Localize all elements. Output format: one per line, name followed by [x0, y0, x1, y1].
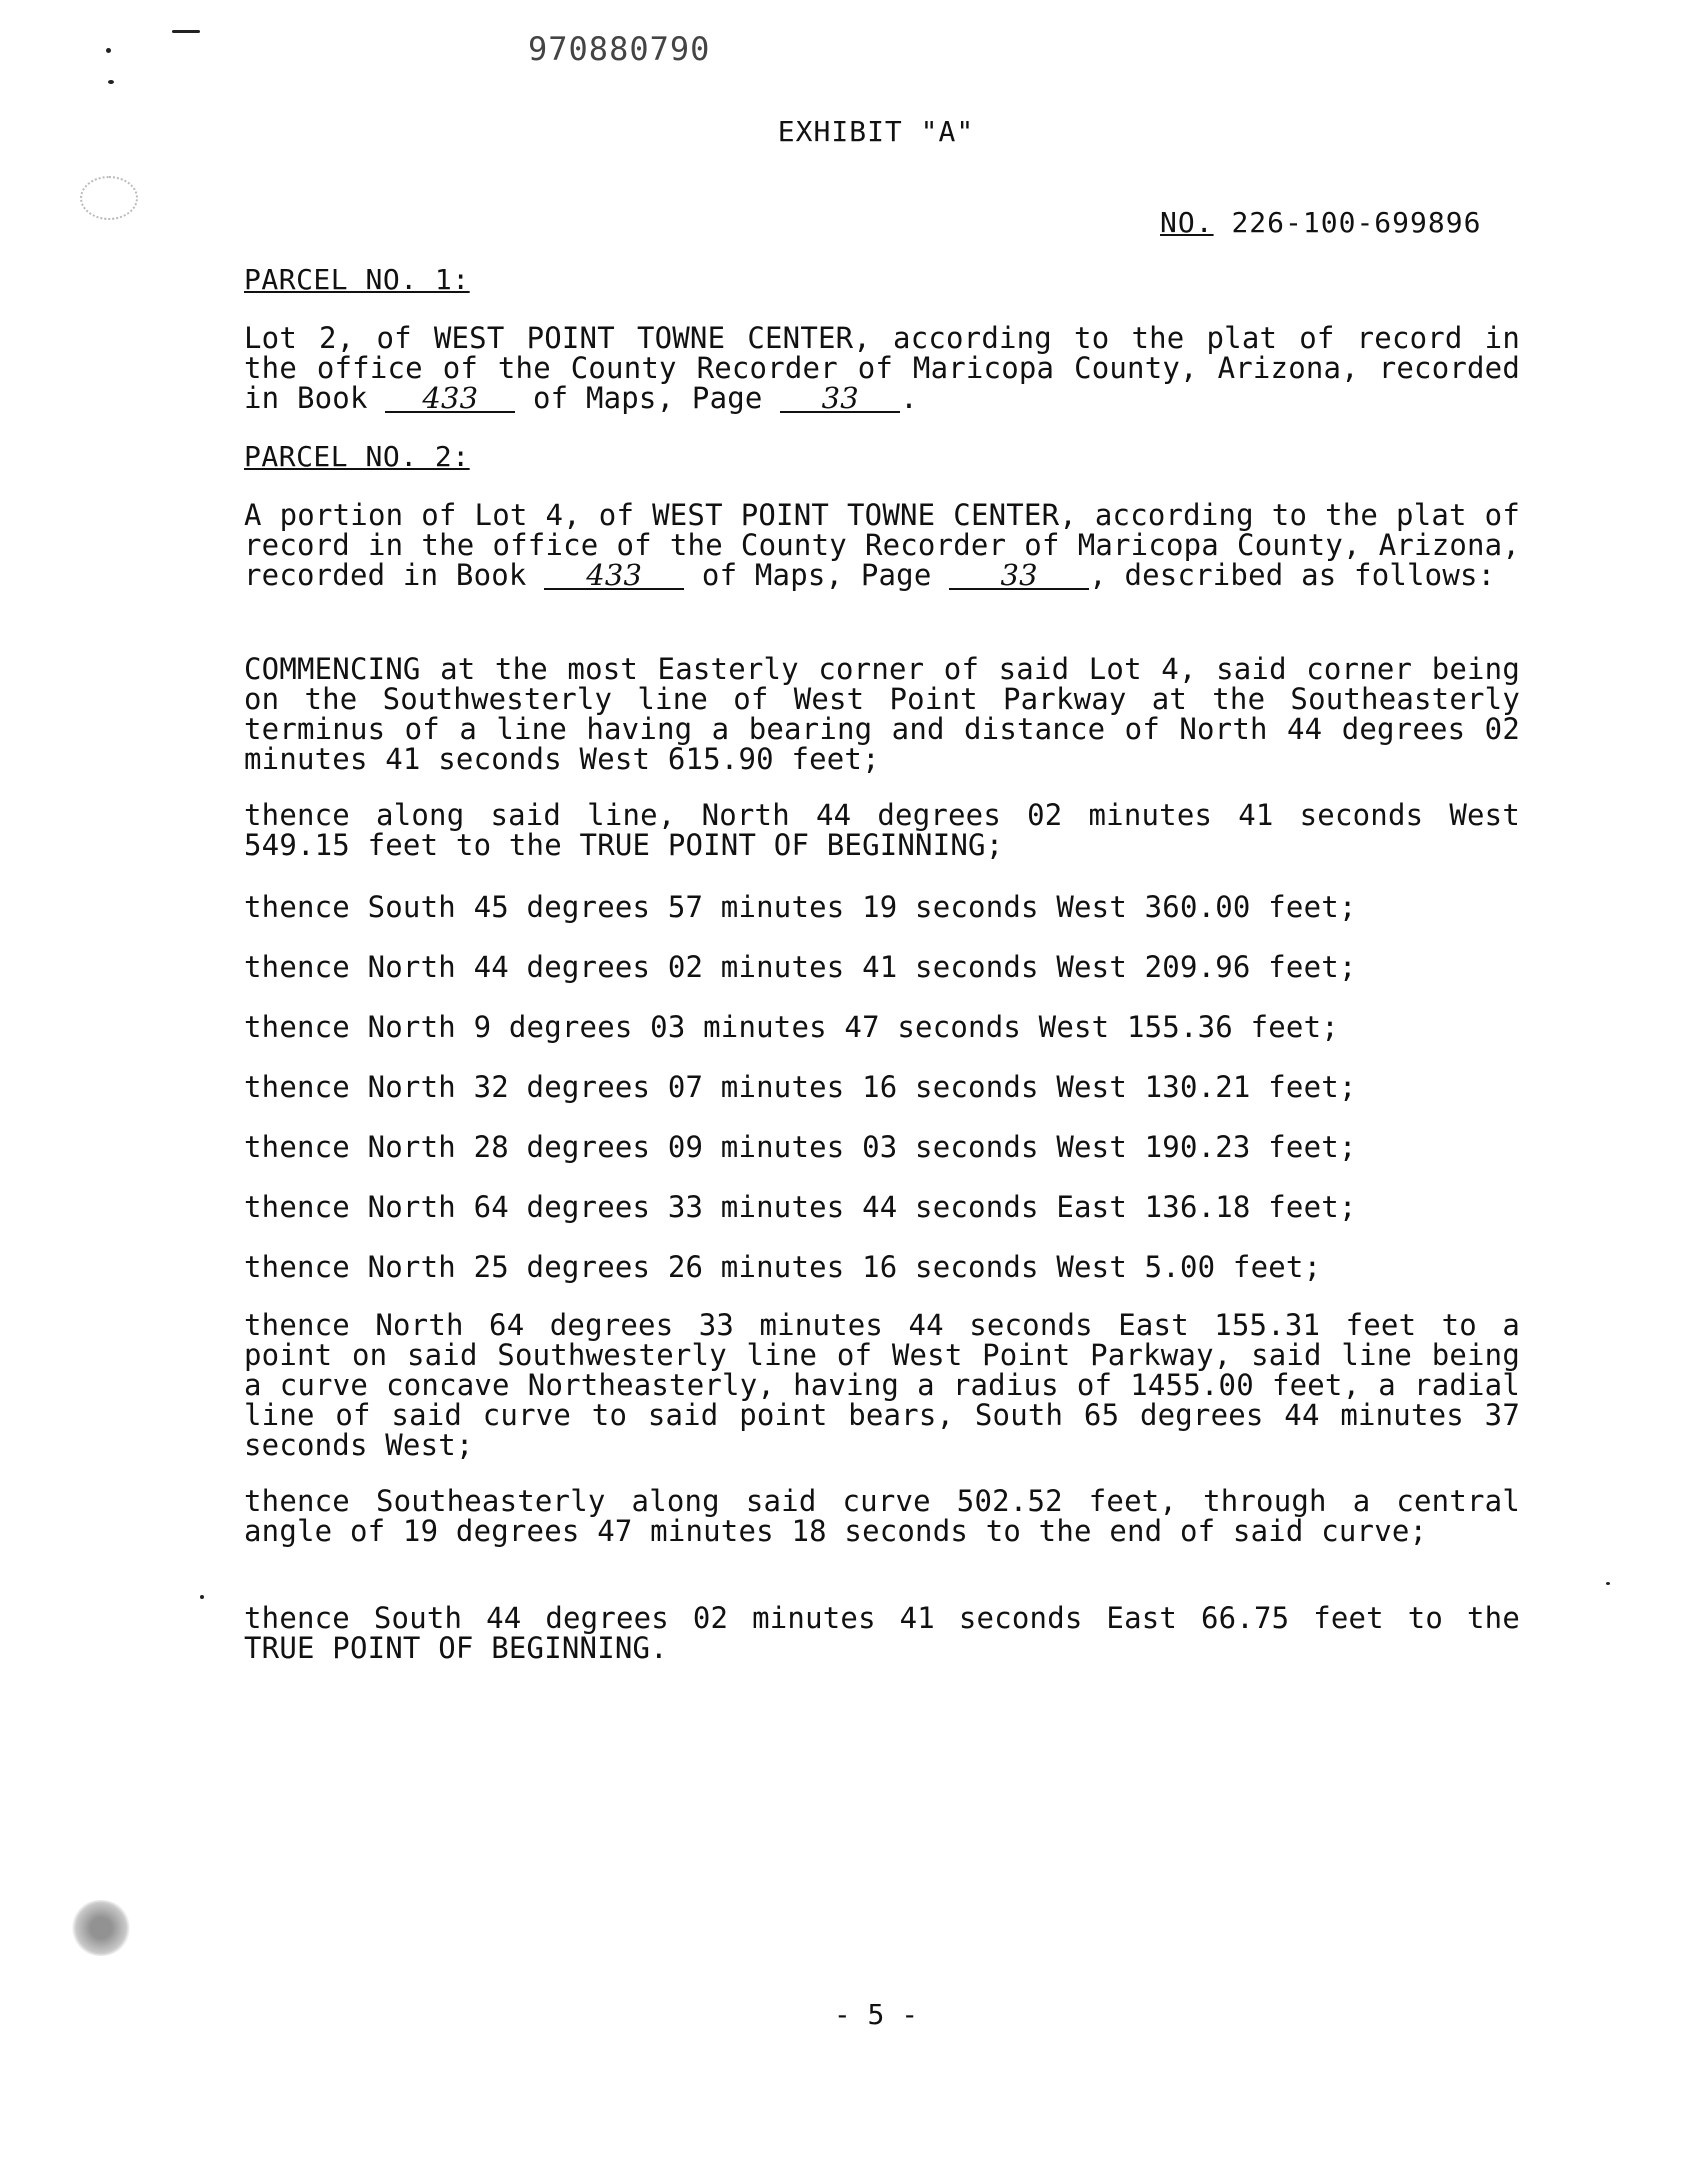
parcel-2-book: 433 [544, 562, 684, 590]
legal-call: thence North 64 degrees 33 minutes 44 seconds East 155.31 feet to a point on said Southwesterly line of West Point Parkway, said line being a curve concave Northeasterly, having a radius of 1455.00 feet, a radial line of said curve to said point bears, South 65 degrees 44 minutes 37 seconds West; [244, 1308, 1520, 1462]
parcel-2-heading: PARCEL NO. 2: [244, 440, 470, 473]
order-number-label: NO. [1160, 206, 1214, 239]
legal-call: thence North 25 degrees 26 minutes 16 seconds West 5.00 feet; [244, 1250, 1322, 1284]
exhibit-title: EXHIBIT "A" [777, 115, 975, 148]
parcel-1-text-a: Lot 2, of WEST POINT TOWNE CENTER, according to the plat of record in the office of the County Recorder of Maricopa County, Arizona, recorded in Book [244, 321, 1520, 415]
legal-call: thence South 44 degrees 02 minutes 41 seconds East 66.75 feet to the TRUE POINT OF BEGINNING. [244, 1601, 1520, 1665]
parcel-2-description [244, 500, 1520, 590]
scan-speck [1606, 1582, 1610, 1585]
parcel-1-description [244, 323, 1520, 413]
parcel-2-text-a: A portion of Lot 4, of WEST POINT TOWNE CENTER, according to the plat of record in the office of the County Recorder of Maricopa County, Arizona, recorded in Book [244, 498, 1520, 592]
legal-call: thence Southeasterly along said curve 502.52 feet, through a central angle of 19 degrees 47 minutes 18 seconds to the end of said curve; [244, 1484, 1520, 1548]
legal-call: thence North 9 degrees 03 minutes 47 seconds West 155.36 feet; [244, 1010, 1339, 1044]
parcel-2-text-c: , described as follows: [1089, 558, 1496, 592]
scan-speck [106, 48, 111, 53]
page-number: - 5 - [833, 1998, 919, 2031]
recording-number: 970880790 [528, 30, 711, 68]
scan-speck [108, 80, 114, 84]
parcel-1-heading: PARCEL NO. 1: [244, 263, 470, 296]
order-number-value: 226-100-699896 [1231, 206, 1482, 239]
legal-call: thence South 45 degrees 57 minutes 19 seconds West 360.00 feet; [244, 890, 1357, 924]
scan-speck [172, 30, 200, 33]
parcel-1-page: 33 [780, 385, 900, 413]
order-number [1160, 206, 1481, 239]
parcel-1-book: 433 [385, 385, 515, 413]
parcel-1-text-c: . [900, 381, 918, 415]
punch-hole-mark [80, 176, 138, 220]
legal-call: thence North 32 degrees 07 minutes 16 seconds West 130.21 feet; [244, 1070, 1357, 1104]
parcel-2-text-b: of Maps, Page [701, 558, 932, 592]
legal-call: thence North 44 degrees 02 minutes 41 seconds West 209.96 feet; [244, 950, 1357, 984]
punch-hole-mark [70, 1900, 132, 1956]
legal-call: thence North 64 degrees 33 minutes 44 seconds East 136.18 feet; [244, 1190, 1357, 1224]
scan-speck [200, 1595, 204, 1599]
parcel-1-text-b: of Maps, Page [532, 381, 763, 415]
parcel-2-page: 33 [949, 562, 1089, 590]
legal-call: thence along said line, North 44 degrees 02 minutes 41 seconds West 549.15 feet to the TRUE POINT OF BEGINNING; [244, 798, 1520, 862]
legal-call: thence North 28 degrees 09 minutes 03 seconds West 190.23 feet; [244, 1130, 1357, 1164]
commencing-paragraph: COMMENCING at the most Easterly corner of said Lot 4, said corner being on the Southwesterly line of West Point Parkway at the Southeasterly terminus of a line having a bearing and distance of North 44 degrees 02 minutes 41 seconds West 615.90 feet; [244, 652, 1520, 776]
